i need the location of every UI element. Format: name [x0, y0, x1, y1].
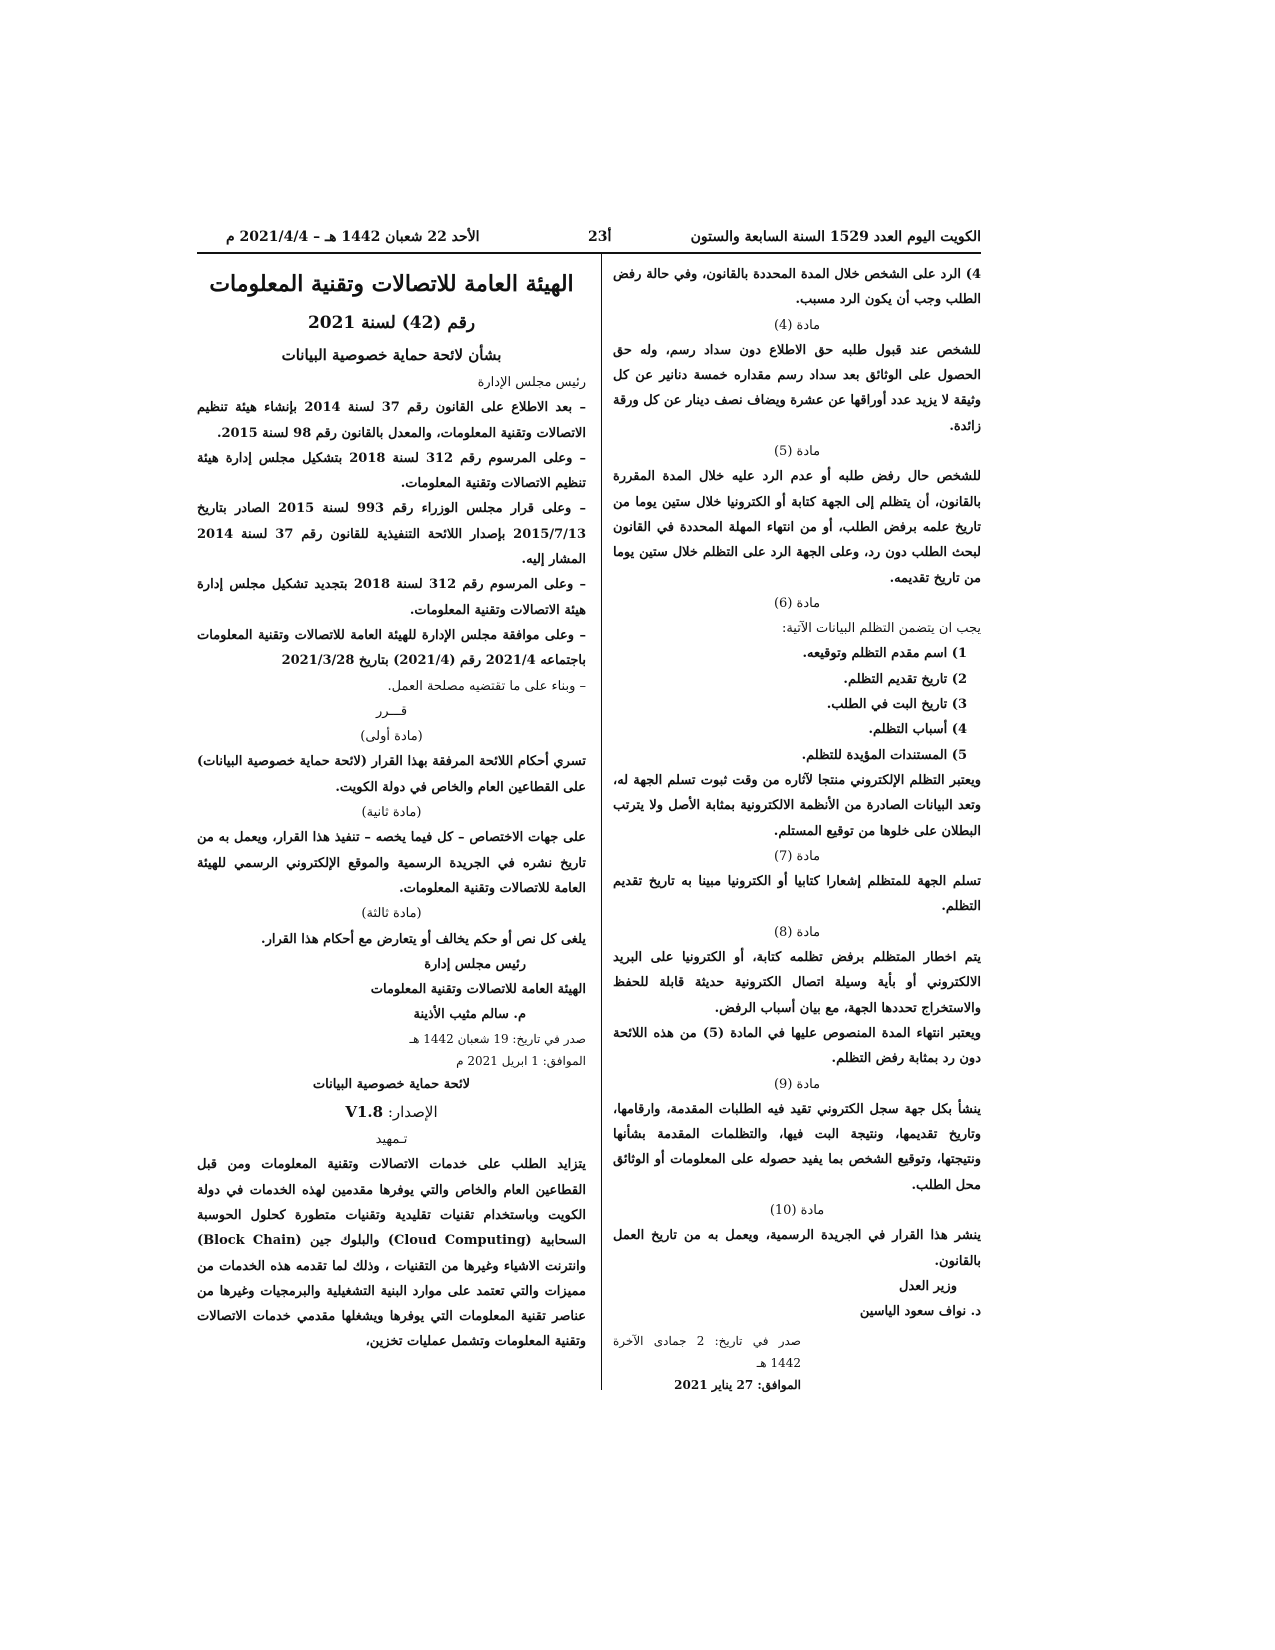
- recital: – وعلى المرسوم رقم 312 لسنة 2018 بتجديد تشكيل مجلس إدارة هيئة الاتصالات وتقنية المعلومات.: [197, 577, 586, 618]
- article-8-text-2: ويعتبر انتهاء المدة المنصوص عليها في المادة (5) من هذه اللائحة دون رد بمثابة رفض التظلم.: [613, 1025, 981, 1067]
- article-4-text: للشخص عند قبول طلبه حق الاطلاع دون سداد رسم، وله حق الحصول على الوثائق بعد سداد رسم مقداره خمسة دنانير عن كل وثيقة لا يزيد عدد أوراقها عن عشرة ويضاف نصف دينار عن كل ورقة زائدة.: [613, 342, 981, 434]
- article-second-text: على جهات الاختصاص – كل فيما يخصه – تنفيذ هذا القرار، ويعمل به من تاريخ نشره في الجريدة الرسمية والموقع الإلكتروني الرسمي للهيئة العامة للاتصالات وتقنية المعلومات.: [197, 830, 586, 896]
- signatory-name: د. نواف سعود الياسين: [859, 1304, 981, 1320]
- column-divider: [601, 252, 602, 1390]
- article-9-heading: مادة (9): [773, 1076, 821, 1092]
- preamble-term: Cloud Computing: [393, 1233, 526, 1249]
- recital: – وعلى موافقة مجلس الإدارة للهيئة العامة للاتصالات وتقنية المعلومات باجتماعه 2021/4 رقم (2021/4) بتاريخ 2021/3/28: [197, 627, 586, 669]
- article-7-heading: مادة (7): [773, 848, 821, 864]
- signatory-name: م. سالم مثيب الأذينة: [413, 1007, 526, 1023]
- authority-title: الهيئة العامة للاتصالات وتقنية المعلومات: [209, 271, 574, 297]
- article-6-list-item: 3) تاريخ البت في الطلب.: [826, 697, 967, 713]
- header-issue-info: الكويت اليوم العدد 1529 السنة السابعة والستون: [690, 229, 981, 245]
- preamble-term: Block Chain: [203, 1233, 296, 1249]
- article-third-text: يلغى كل نص أو حكم يخالف أو يتعارض مع أحكام هذا القرار.: [261, 931, 586, 947]
- preamble-part: ) وانترنت الاشياء وغيرها من التقنيات ، وذلك لما تقدمه هذه الخدمات من مميزات والتي تعتمد على موارد البنية التشغيلية والبرمجيات وغيرها من عناصر تقنية المعلومات التي يوفرها ويشغلها مقدمي خدمات الاتصالات وتقنية المعلومات وتشمل عمليات تخزين،: [197, 1233, 586, 1350]
- version-label: الإصدار:: [387, 1103, 438, 1122]
- decision-number: رقم (42) لسنة 2021: [307, 313, 476, 333]
- recital: – وعلى المرسوم رقم 312 لسنة 2018 بتشكيل مجلس إدارة هيئة تنظيم الاتصالات وتقنية المعلومات.: [197, 450, 586, 492]
- decided-heading: قـــرر: [375, 703, 408, 719]
- article-8-heading: مادة (8): [773, 924, 821, 940]
- left-column: [197, 262, 586, 1355]
- issue-date: صدر في تاريخ: 2 جمادى الآخرة 1442 هـ: [613, 1334, 801, 1371]
- article-9-text: ينشأ بكل جهة سجل الكتروني تقيد فيه الطلبات المقدمة، وارقامها، وتاريخ تقديمها، ونتيجة البت فيها، والتظلمات المقدمة بشأنها ونتيجتها، وتوقيع الشخص بما يفيد حصوله على المعلومات أو الوثائق محل الطلب.: [613, 1101, 981, 1193]
- article-6-list-item: 1) اسم مقدم التظلم وتوقيعه.: [802, 646, 967, 662]
- gregorian-date: الموافق: 1 ابريل 2021 م: [456, 1053, 586, 1068]
- recital: – بعد الاطلاع على القانون رقم 37 لسنة 2014 بإنشاء هيئة تنظيم الاتصالات وتقنية المعلومات، والمعدل بالقانون رقم 98 لسنة 2015.: [197, 400, 586, 441]
- preamble-part: ) والبلوك جين (: [295, 1233, 394, 1249]
- gregorian-date: الموافق: 27 يناير 2021: [674, 1378, 801, 1393]
- header-date: الأحد 22 شعبان 1442 هـ – 2021/4/4 م: [226, 229, 480, 245]
- article-6-text: يجب ان يتضمن التظلم البيانات الآتية:: [781, 621, 981, 637]
- article-3-item-4: 4) الرد على الشخص خلال المدة المحددة بالقانون، وفي حالة رفض الطلب وجب أن يكون الرد مسبب.: [613, 267, 981, 308]
- regulation-title: لائحة حماية خصوصية البيانات: [312, 1076, 471, 1092]
- signatory-title: رئيس مجلس إدارة: [424, 956, 526, 972]
- article-5-text: للشخص حال رفض طلبه أو عدم الرد عليه خلال المدة المقررة بالقانون، أن يتظلم إلى الجهة كتابة أو الكترونيا خلال ستين يوما من تاريخ علمه برفض الطلب، أو من انتهاء المهلة المحددة في القانون لبحث الطلب دون رد، وعلى الجهة الرد على التظلم خلال ستين يوما من تاريخ تقديمه.: [613, 469, 981, 586]
- version-line: [197, 1097, 586, 1127]
- article-first-heading: (مادة أولى): [360, 729, 423, 745]
- preamble-part: يتزايد الطلب على خدمات الاتصالات وتقنية المعلومات ومن قبل القطاعين العام والخاص والتي يوفرها مقدمين لهذه الخدمات في دولة الكويت وباستخدام تقنيات تقليدية وتقنيات متطورة كحلول الحوسبة السحابية (: [197, 1157, 586, 1249]
- article-second-heading: (مادة ثانية): [361, 805, 422, 821]
- article-6-text-2: ويعتبر التظلم الإلكتروني منتجا لآثاره من وقت ثبوت تسلم الجهة له، وتعد البيانات الصادرة من الأنظمة الالكترونية بمثابة الأصل ولا يترتب البطلان على خلوها من توقيع المستلم.: [613, 772, 981, 839]
- version-value: V1.8: [345, 1103, 384, 1122]
- article-6-list-item: 2) تاريخ تقديم التظلم.: [843, 671, 967, 687]
- article-first-text: تسري أحكام اللائحة المرفقة بهذا القرار (لائحة حماية خصوصية البيانات) على القطاعين العام والخاص في دولة الكويت.: [197, 754, 586, 795]
- article-8-text: يتم اخطار المتظلم برفض تظلمه كتابة، أو الكترونيا على البريد الالكتروني أو بأية وسيلة اتصال الكترونية حديثة قابلة للحفظ والاستخراج تحددها الجهة، مع بيان أسباب الرفض.: [613, 950, 981, 1016]
- preamble-heading: تـمهيد: [375, 1132, 408, 1148]
- article-6-list-item: 5) المستندات المؤيدة للتظلم.: [801, 747, 967, 763]
- header-divider: [197, 252, 981, 254]
- article-5-heading: مادة (5): [773, 444, 821, 460]
- recital: – وعلى قرار مجلس الوزراء رقم 993 لسنة 2015 الصادر بتاريخ 2015/7/13 بإصدار اللائحة التنفيذية للقانون رقم 37 لسنة 2014 المشار إليه.: [197, 501, 586, 568]
- article-6-heading: مادة (6): [773, 595, 821, 611]
- article-4-heading: مادة (4): [773, 317, 821, 333]
- article-7-text: تسلم الجهة للمتظلم إشعارا كتابيا أو الكترونيا مبينا به تاريخ تقديم التظلم.: [613, 874, 981, 915]
- signatory-authority: الهيئة العامة للاتصالات وتقنية المعلومات: [370, 982, 586, 998]
- article-6-list-item: 4) أسباب التظلم.: [868, 722, 967, 738]
- article-10-text: ينشر هذا القرار في الجريدة الرسمية، ويعمل به من تاريخ العمل بالقانون.: [613, 1228, 981, 1269]
- signatory-title: وزير العدل: [899, 1278, 957, 1294]
- page-number: 23أ: [588, 229, 612, 245]
- issue-date: صدر في تاريخ: 19 شعبان 1442 هـ: [409, 1031, 586, 1046]
- article-third-heading: (مادة ثالثة): [361, 906, 422, 922]
- right-column: [613, 262, 981, 1396]
- issuer-title: رئيس مجلس الإدارة: [477, 375, 586, 390]
- decision-subject: بشأن لائحة حماية خصوصية البيانات: [281, 346, 502, 364]
- preamble-text: [197, 1152, 586, 1354]
- article-10-heading: مادة (10): [769, 1202, 825, 1218]
- recital: – وبناء على ما تقتضيه مصلحة العمل.: [387, 678, 586, 694]
